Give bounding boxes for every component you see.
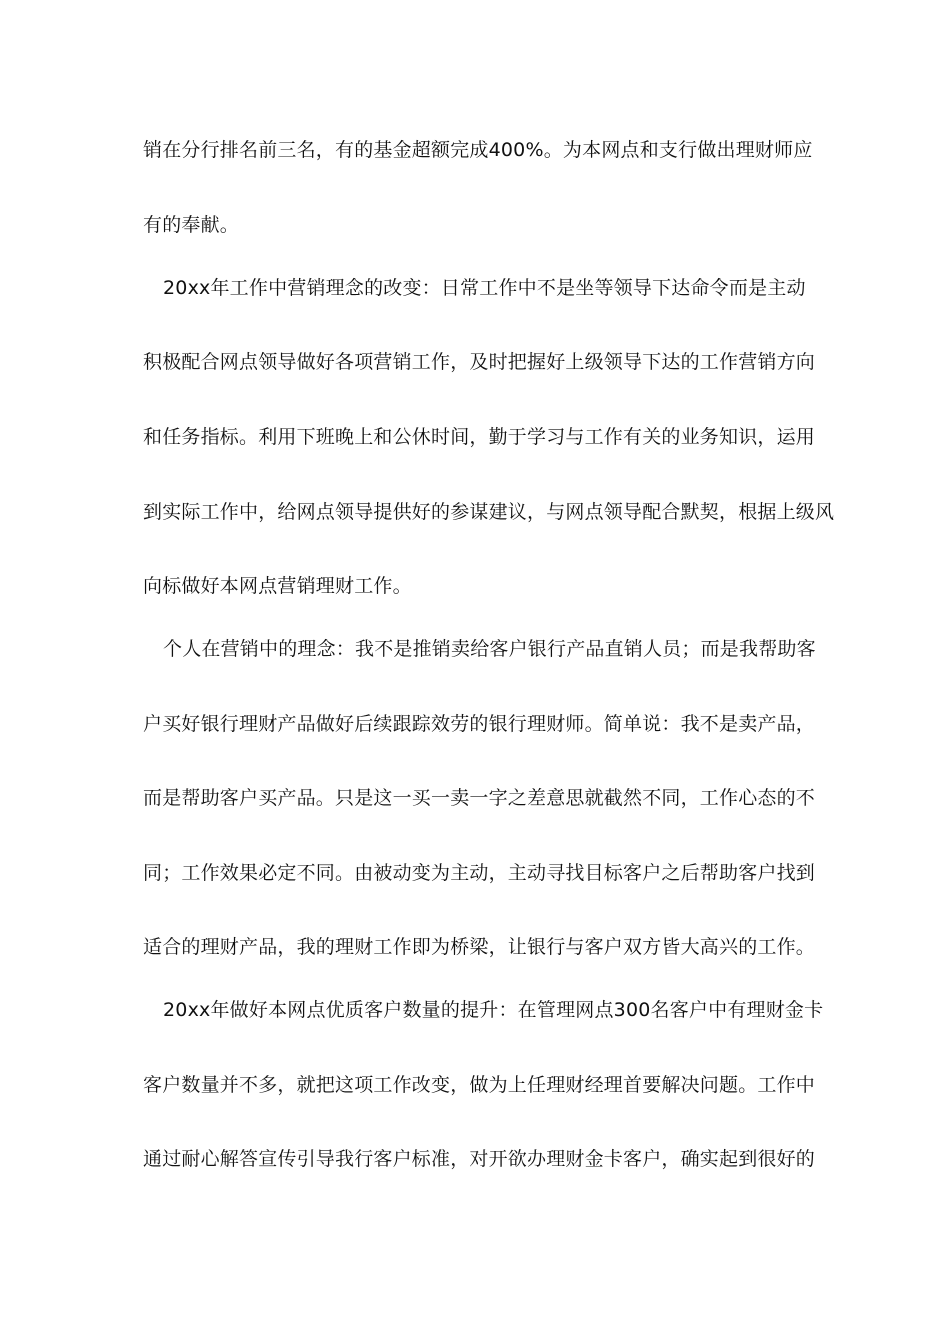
text-line: 到实际工作中，给网点领导提供好的参谋建议，与网点领导配合默契，根据上级风 — [143, 501, 835, 523]
text-line: 而是帮助客户买产品。只是这一买一卖一字之差意思就截然不同，工作心态的不 — [143, 787, 816, 809]
text-line: 和任务指标。利用下班晚上和公休时间，勤于学习与工作有关的业务知识，运用 — [143, 426, 816, 448]
paragraph-start-line: 20xx年做好本网点优质客户数量的提升：在管理网点300名客户中有理财金卡 — [163, 999, 824, 1021]
paragraph-start-line: 个人在营销中的理念：我不是推销卖给客户银行产品直销人员；而是我帮助客 — [163, 638, 816, 660]
text-line: 适合的理财产品，我的理财工作即为桥梁，让银行与客户双方皆大高兴的工作。 — [143, 936, 816, 958]
text-line: 积极配合网点领导做好各项营销工作，及时把握好上级领导下达的工作营销方向 — [143, 351, 816, 373]
text-line: 户买好银行理财产品做好后续跟踪效劳的银行理财师。简单说：我不是卖产品， — [143, 713, 816, 735]
text-line: 通过耐心解答宣传引导我行客户标准，对开欲办理财金卡客户，确实起到很好的 — [143, 1148, 816, 1170]
text-line: 同；工作效果必定不同。由被动变为主动，主动寻找目标客户之后帮助客户找到 — [143, 862, 816, 884]
paragraph-start-line: 20xx年工作中营销理念的改变：日常工作中不是坐等领导下达命令而是主动 — [163, 277, 806, 299]
text-line: 有的奉献。 — [143, 214, 240, 236]
text-line: 向标做好本网点营销理财工作。 — [143, 575, 412, 597]
text-line: 客户数量并不多，就把这项工作改变，做为上任理财经理首要解决问题。工作中 — [143, 1074, 816, 1096]
text-line: 销在分行排名前三名，有的基金超额完成400%。为本网点和支行做出理财师应 — [143, 139, 813, 161]
